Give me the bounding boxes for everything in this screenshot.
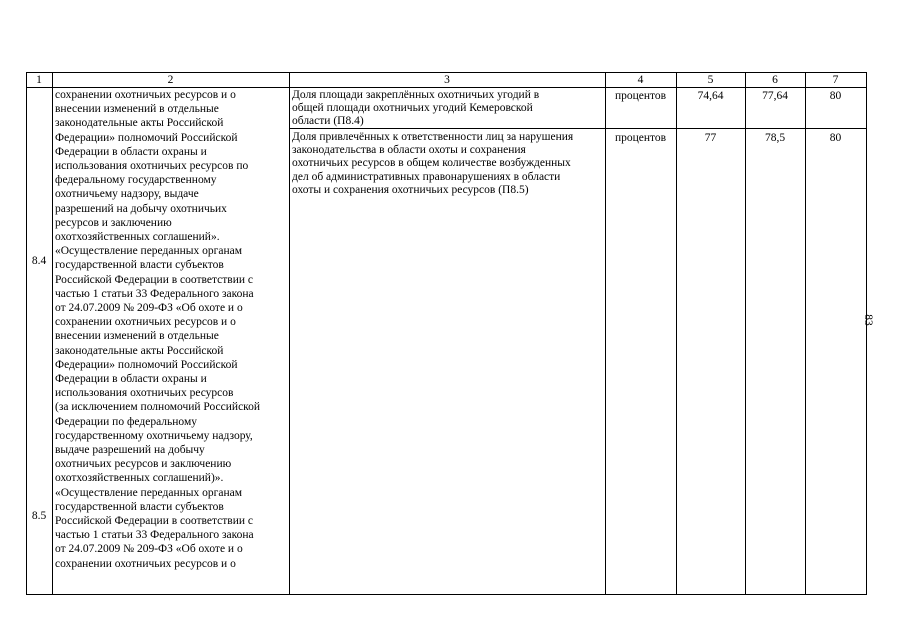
indicator-1-value-5: 74,64 [697,90,724,102]
col-border-2 [289,72,290,594]
col2-line: Федерации» полномочий Российской [55,358,238,371]
col2-line: от 24.07.2009 № 209-ФЗ «Об охоте и о [55,543,243,556]
col2-line: сохранении охотничьих ресурсов и о [55,557,236,570]
indicator-2-unit: процентов [614,132,667,144]
indicator-2-line: охоты и сохранения охотничьих ресурсов (П8.5) [292,183,529,196]
col2-line: федеральному государственному [55,174,217,187]
col2-line: законодательные акты Российской [55,117,224,130]
row-number-8-4: 8.4 [31,255,47,267]
col2-line: государственной власти субъектов [55,500,224,513]
col-border-3 [605,72,606,594]
header-col-2: 2 [167,74,174,86]
indicator-1-value-6: 77,64 [762,90,788,102]
col2-line: Федерации в области охраны и [55,145,207,158]
header-col-1: 1 [36,74,42,86]
indicator-2-line: законодательства в области охоты и сохранения [292,144,526,157]
col2-line: охотхозяйственных соглашений». [55,231,220,243]
header-col-6: 6 [772,74,778,86]
indicator-2-line: Доля привлечённых к ответственности лиц за нарушения [292,131,574,143]
indicator-1-value-7: 80 [829,90,842,102]
indicator-2-value-5: 77 [704,132,717,144]
row-divider [289,128,867,129]
col-border-4 [676,72,677,594]
col-border-6 [805,72,806,594]
indicator-2-value-7: 80 [829,132,842,144]
col2-line: Федерации» полномочий Российской [55,131,238,144]
col2-line: государственной власти субъектов [55,259,224,272]
col2-line: охотхозяйственных соглашений)». [55,472,224,485]
col-border-1 [52,72,53,594]
col2-line: законодательные акты Российской [55,344,224,357]
col2-line: (за исключением полномочий Российской [55,401,261,414]
col2-line: Федерации по федеральному [55,415,197,428]
indicator-2-line: охотничьих ресурсов в общем количестве возбужденных [292,157,571,170]
col2-line: от 24.07.2009 № 209-ФЗ «Об охоте и о [55,302,243,314]
col2-line: внесении изменений в отдельные [55,103,219,116]
header-col-5: 5 [707,74,714,86]
indicator-2-value-6: 78,5 [764,132,786,144]
col2-line: государственному охотничьему надзору, [55,429,253,442]
indicator-1-line: Доля площади закреплённых охотничьих угодий в [292,89,540,101]
col2-line: ресурсов и заключению [55,216,172,229]
header-col-7: 7 [832,74,839,86]
indicator-1-unit: процентов [614,90,667,102]
col2-line: разрешений на добычу охотничьих [55,202,227,215]
row-number-8-5: 8.5 [31,510,47,522]
col2-line: Федерации в области охраны и [55,373,207,385]
col2-line: охотничьих ресурсов и заключению [55,458,232,471]
header-col-4: 4 [637,74,644,86]
col2-line: охотничьему надзору, выдаче [55,188,199,201]
header-col-3: 3 [444,74,450,86]
indicator-2-line: дел об административных правонарушениях в области [292,170,561,183]
col2-line: сохранении охотничьих ресурсов и о [55,89,236,101]
col2-line: «Осуществление переданных органам [55,486,242,499]
col2-line: частью 1 статьи 33 Федерального закона [55,287,254,300]
col2-line: выдаче разрешений на добычу [55,444,205,456]
col-border-5 [745,72,746,594]
indicator-1-line: общей площади охотничьих угодий Кемеровской [292,102,533,115]
col2-line: внесении изменений в отдельные [55,330,219,343]
col2-line: использования охотничьих ресурсов [55,387,234,400]
col-border-right [866,72,867,594]
table-bottom-border [26,594,867,595]
indicators-table [26,72,867,594]
col2-line: сохранении охотничьих ресурсов и о [55,316,236,329]
col2-line: Российской Федерации в соответствии с [55,515,253,527]
col2-line: частью 1 статьи 33 Федерального закона [55,529,254,542]
col-border-left [26,72,27,594]
indicator-1-line: области (П8.4) [292,115,364,128]
col2-line: использования охотничьих ресурсов по [55,160,249,172]
page-number: 83 [861,314,874,326]
col2-line: Российской Федерации в соответствии с [55,273,253,286]
col2-line: «Осуществление переданных органам [55,245,242,258]
